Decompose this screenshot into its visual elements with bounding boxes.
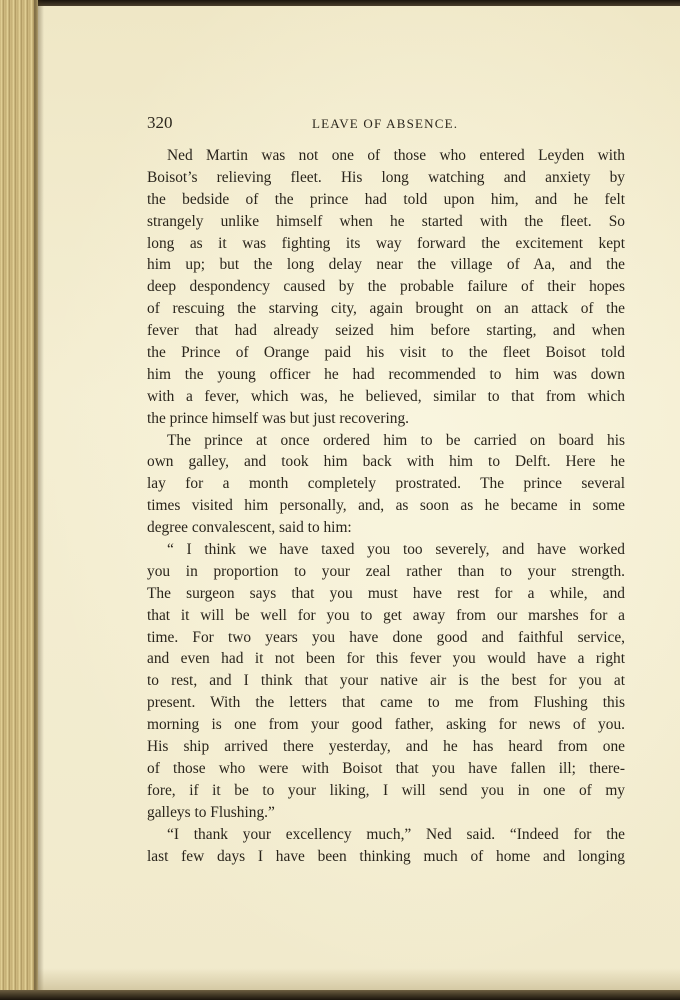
text-line: of those who were with Boisot that you have fallen ill; there- [147,759,625,777]
text-line: and even had it not been for this fever you would have a right [147,650,625,668]
text-line: own galley, and took him back with him to Delft. Here he [147,453,625,471]
text-line: times visited him personally, and, as soon as he became in some [147,497,625,515]
text-line: The prince at once ordered him to be carried on board his [167,431,625,449]
text-line: deep despondency caused by the probable failure of their hopes [147,278,625,296]
page-number: 320 [147,113,173,132]
text-line: with a fever, which was, he believed, similar to that from which [147,387,625,405]
text-line: the Prince of Orange paid his visit to the fleet Boisot told [147,344,625,362]
text-line: galleys to Flushing.” [147,803,275,821]
text-line: him the young officer he had recommended to him was down [147,365,625,383]
text-line: time. For two years you have done good and faithful service, [147,628,625,646]
text-line: His ship arrived there yesterday, and he has heard from one [147,738,625,756]
text-line: lay for a month completely prostrated. The prince several [147,475,625,493]
text-line: The surgeon says that you must have rest for a while, and [147,584,625,602]
text-line: degree convalescent, said to him: [147,519,352,537]
text-line: strangely unlike himself when he started with the fleet. So [147,212,625,230]
text-line: “ I think we have taxed you too severely, and have worked [167,541,625,559]
running-head: LEAVE OF ABSENCE. [312,116,459,131]
text-line: you in proportion to your zeal rather than to your strength. [147,562,625,580]
text-line: the prince himself was but just recovering. [147,409,409,427]
body-text [147,145,625,867]
bottom-edge-shadow [0,990,680,1000]
bottom-page-shade [38,968,680,990]
text-line: to rest, and I think that your native air is the best for you at [147,672,625,690]
text-line: him up; but the long delay near the village of Aa, and the [147,256,625,274]
text-line: fever that had already seized him before starting, and when [147,322,625,340]
gutter-shadow [34,0,44,1000]
text-line: Ned Martin was not one of those who entered Leyden with [167,147,625,164]
text-line: morning is one from your good father, asking for news of you. [147,716,625,734]
text-line: the bedside of the prince had told upon him, and he felt [147,190,625,208]
text-line: fore, if it be to your liking, I will send you in one of my [147,781,625,799]
text-line: that it will be well for you to get away from our marshes for a [147,606,625,624]
text-line: Boisot’s relieving fleet. His long watching and anxiety by [147,168,625,186]
text-line: present. With the letters that came to me from Flushing this [147,694,625,712]
book-binding-edge [0,0,38,1000]
page-header [147,113,627,135]
text-line: last few days I have been thinking much of home and longing [147,847,625,865]
text-line: “I thank your excellency much,” Ned said. “Indeed for the [167,825,625,843]
text-line: long as it was fighting its way forward the excitement kept [147,234,625,252]
text-line: of rescuing the starving city, again brought on an attack of the [147,300,625,318]
